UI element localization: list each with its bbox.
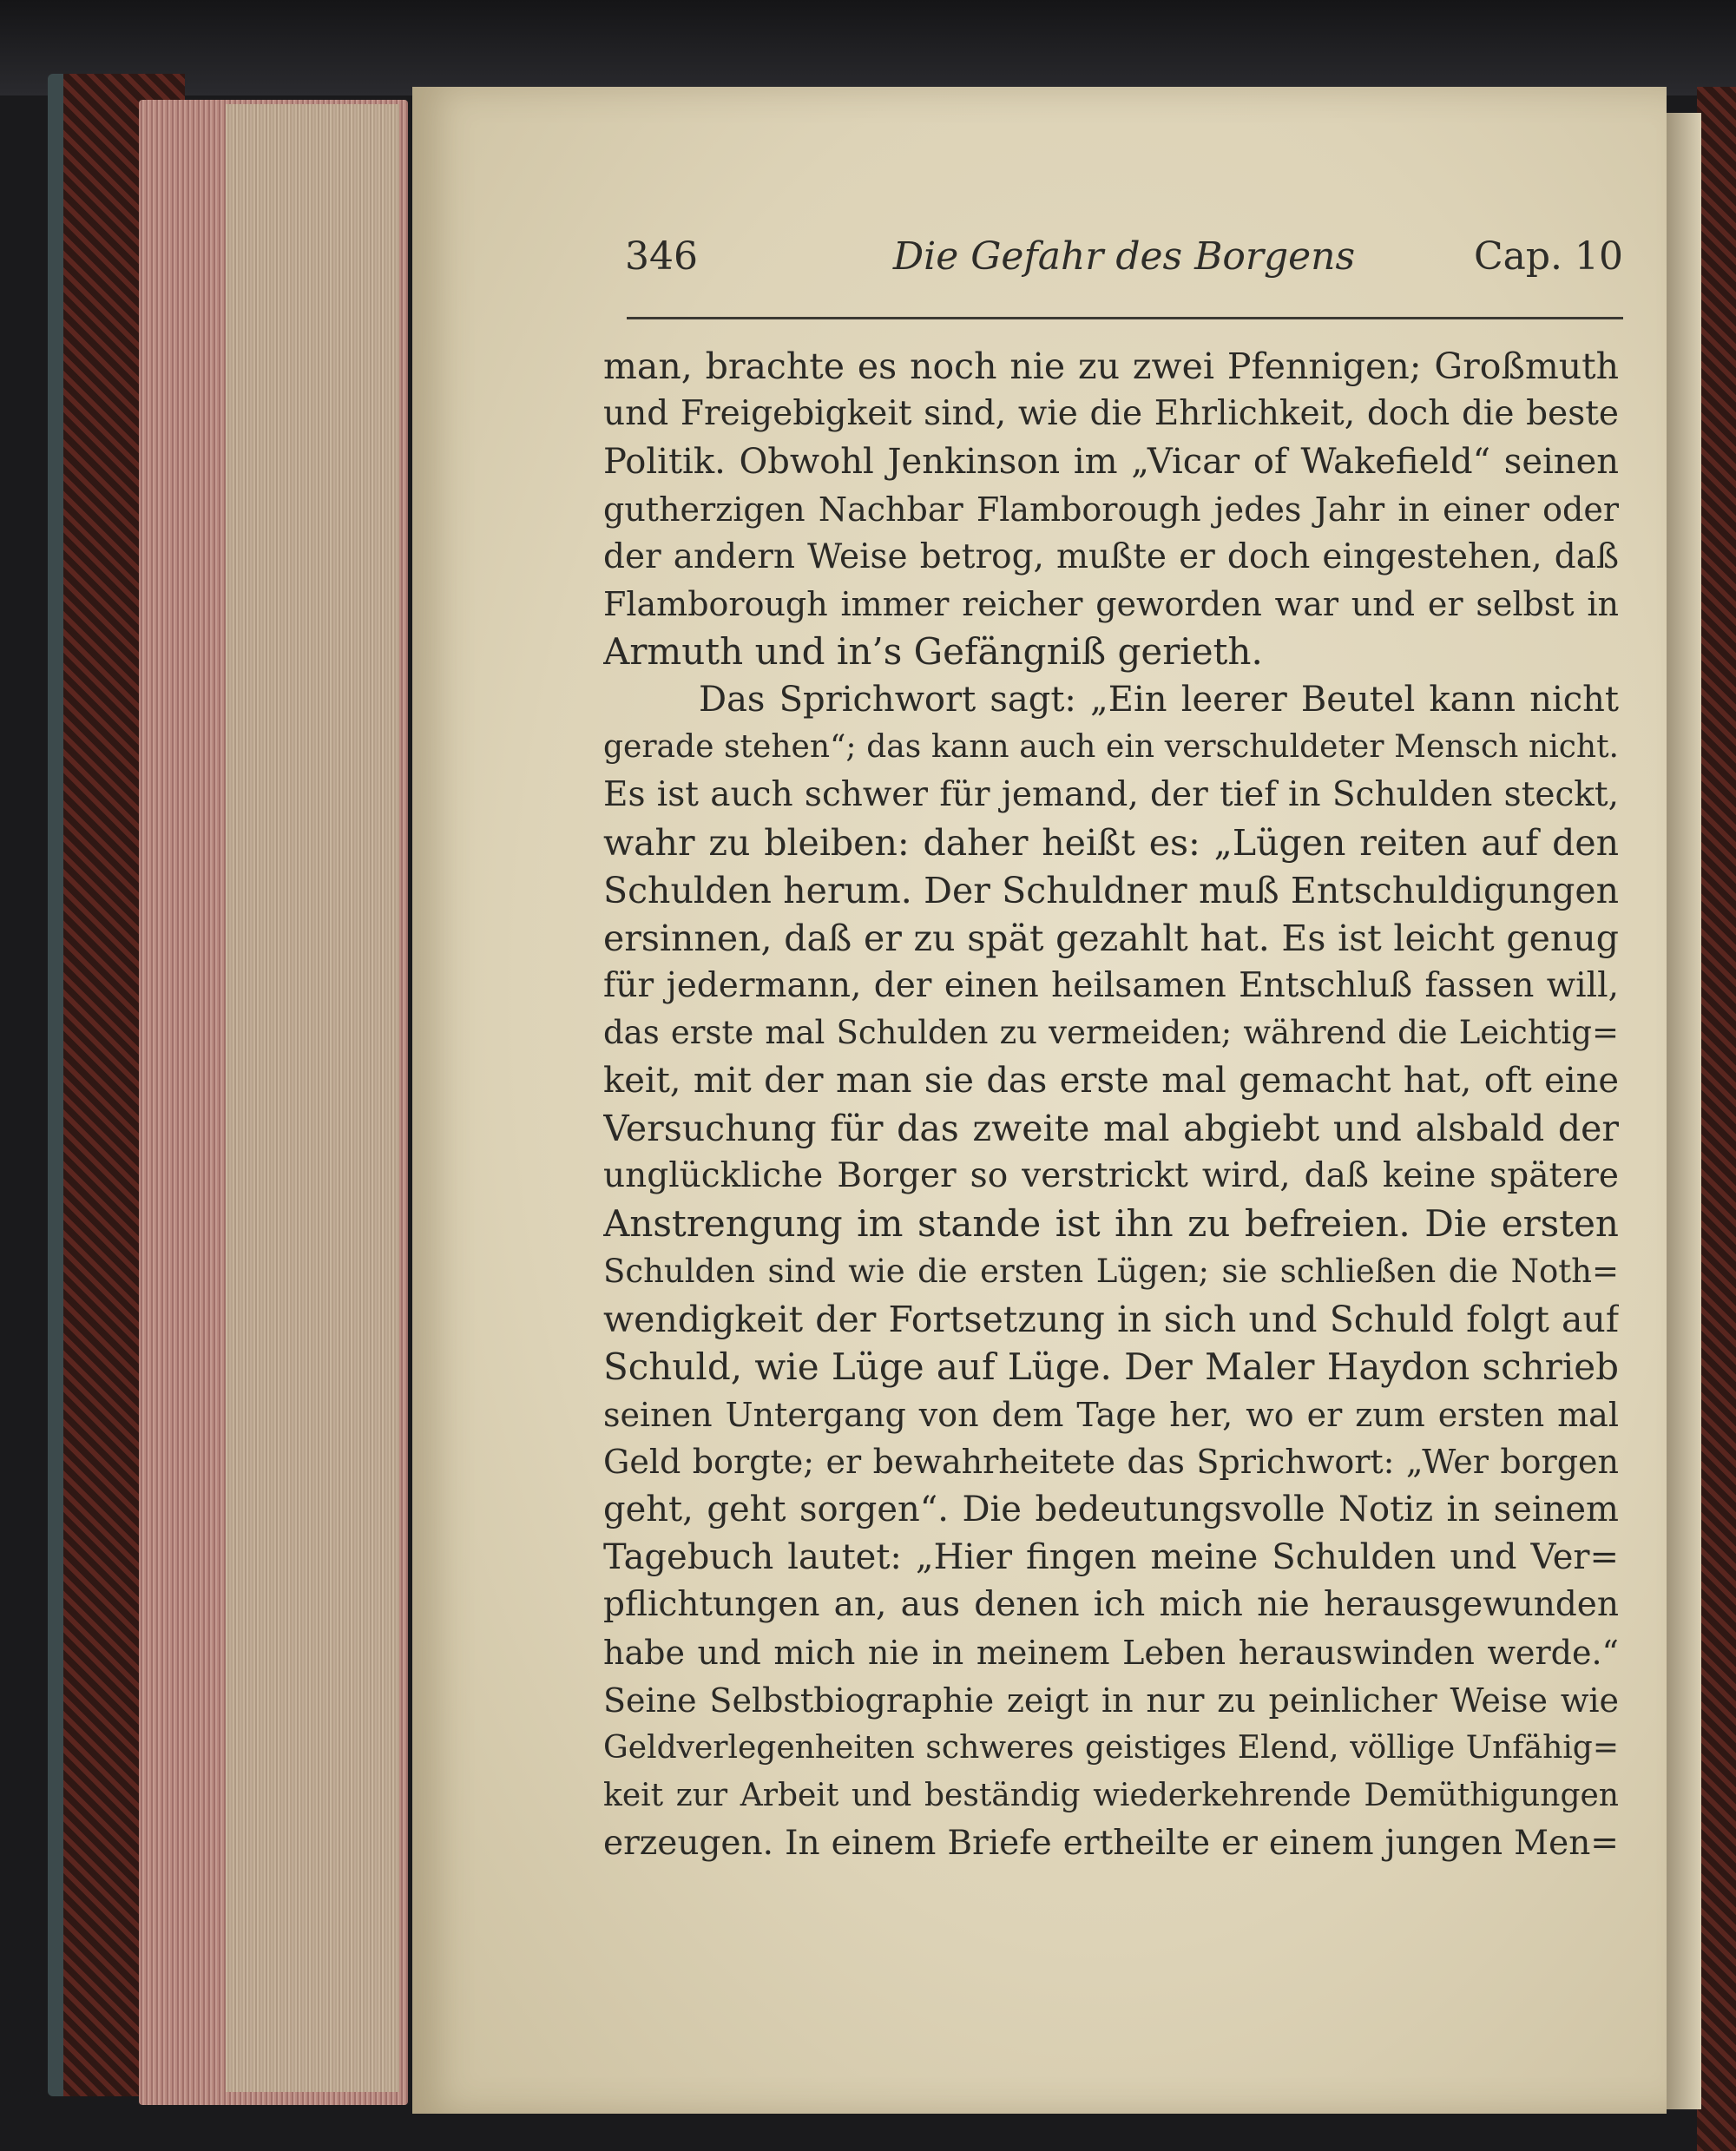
text-line: unglückliche Borger so verstrickt wird, daß keine spätere bbox=[603, 1156, 1619, 1196]
text-line: Das Sprichwort sagt: „Ein leerer Beutel kann nicht bbox=[699, 680, 1619, 720]
text-line: Geldverlegenheiten schweres geistiges Elend, völlige Unfähig= bbox=[603, 1729, 1619, 1766]
page-edges-inner bbox=[226, 104, 399, 2092]
page-header bbox=[625, 234, 1623, 295]
background-dark bbox=[0, 0, 1736, 95]
page-number: 346 bbox=[625, 234, 698, 279]
text-line: man, brachte es noch nie zu zwei Pfennigen; Großmuth bbox=[603, 345, 1619, 387]
text-line: der andern Weise betrog, mußte er doch eingestehen, daß bbox=[603, 536, 1619, 576]
text-line: gutherzigen Nachbar Flamborough jedes Jahr in einer oder bbox=[603, 490, 1619, 529]
header-rule bbox=[627, 317, 1623, 319]
text-line: pflichtungen an, aus denen ich mich nie herausgewunden bbox=[603, 1585, 1619, 1625]
text-line: Tagebuch lautet: „Hier fingen meine Schulden und Ver= bbox=[603, 1537, 1619, 1578]
text-line: habe und mich nie in meinem Leben herauswinden werde.“ bbox=[603, 1634, 1619, 1673]
running-title: Die Gefahr des Borgens bbox=[892, 234, 1356, 279]
text-line: ersinnen, daß er zu spät gezahlt hat. Es ist leicht genug bbox=[603, 917, 1619, 959]
text-line: Politik. Obwohl Jenkinson im „Vicar of Wakefield“ seinen bbox=[603, 441, 1619, 482]
text-line: gerade stehen“; das kann auch ein verschuldeter Mensch nicht. bbox=[603, 729, 1619, 766]
text-line: wendigkeit der Fortsetzung in sich und Schuld folgt auf bbox=[603, 1298, 1619, 1340]
text-line: das erste mal Schulden zu vermeiden; während die Leichtig= bbox=[603, 1014, 1619, 1052]
text-line: Schulden herum. Der Schuldner muß Entschuldigungen bbox=[603, 869, 1619, 911]
text-line: erzeugen. In einem Briefe ertheilte er einem jungen Men= bbox=[603, 1823, 1619, 1863]
text-line: Armuth und in’s Gefängniß gerieth. bbox=[603, 630, 1263, 674]
text-line: Seine Selbstbiographie zeigt in nur zu peinlicher Weise wie bbox=[603, 1681, 1619, 1720]
text-line: für jedermann, der einen heilsamen Entschluß fassen will, bbox=[603, 965, 1619, 1005]
text-line: seinen Untergang von dem Tage her, wo er zum ersten mal bbox=[603, 1395, 1619, 1434]
book-gutter bbox=[1667, 113, 1701, 2109]
text-line: Es ist auch schwer für jemand, der tief in Schulden steckt, bbox=[603, 775, 1619, 815]
body-text bbox=[603, 343, 1619, 1868]
book-cover-right bbox=[1697, 87, 1736, 2151]
text-line: Geld borgte; er bewahrheitete das Sprichwort: „Wer borgen bbox=[603, 1443, 1619, 1482]
text-line: keit zur Arbeit und beständig wiederkehrende Demüthigungen bbox=[603, 1777, 1619, 1813]
text-line: Schuld, wie Lüge auf Lüge. Der Maler Haydon schrieb bbox=[603, 1345, 1619, 1388]
chapter-label: Cap. 10 bbox=[1473, 234, 1623, 279]
text-line: geht, geht sorgen“. Die bedeutungsvolle Notiz in seinem bbox=[603, 1490, 1619, 1530]
text-line: Schulden sind wie die ersten Lügen; sie schließen die Noth= bbox=[603, 1252, 1619, 1290]
text-line: Flamborough immer reicher geworden war und er selbst in bbox=[603, 585, 1619, 624]
text-line: Anstrengung im stande ist ihn zu befreien. Die ersten bbox=[603, 1202, 1619, 1246]
text-line: und Freigebigkeit sind, wie die Ehrlichkeit, doch die beste bbox=[603, 393, 1619, 433]
text-line: keit, mit der man sie das erste mal gemacht hat, oft eine bbox=[603, 1061, 1619, 1102]
text-line: Versuchung für das zweite mal abgiebt und alsbald der bbox=[603, 1108, 1619, 1150]
text-line: wahr zu bleiben: daher heißt es: „Lügen reiten auf den bbox=[603, 821, 1619, 864]
